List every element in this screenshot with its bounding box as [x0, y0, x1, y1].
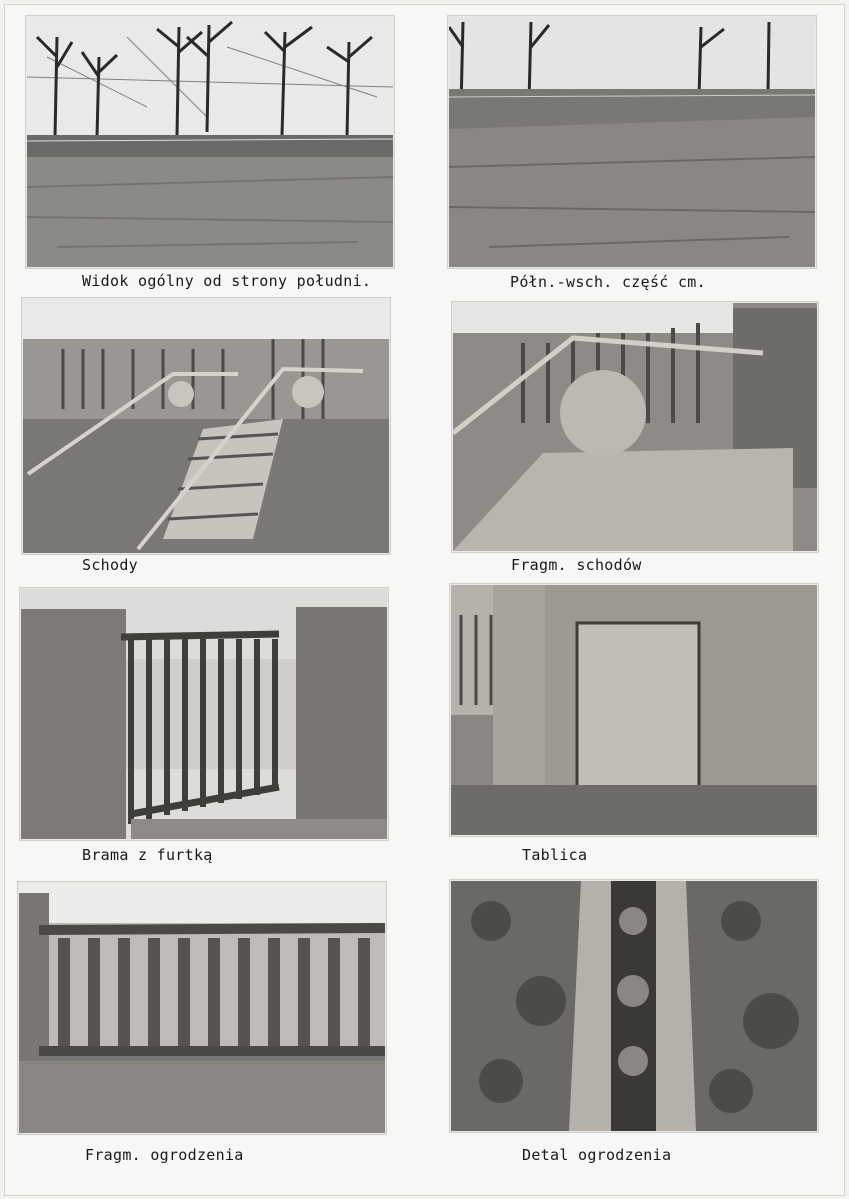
caption-stairs-fragment: Fragm. schodów	[511, 556, 642, 574]
caption-fence-fragment: Fragm. ogrodzenia	[85, 1146, 244, 1164]
caption-plaque: Tablica	[522, 846, 588, 864]
photo-general-view	[26, 16, 394, 268]
caption-general-view: Widok ogólny od strony południ.	[82, 272, 372, 290]
caption-stairs: Schody	[82, 556, 138, 574]
caption-gate-with-wicket: Brama z furtką	[82, 846, 213, 864]
photo-northeast-part	[448, 16, 816, 268]
photo-stairs	[22, 298, 390, 554]
caption-fence-detail: Detal ogrodzenia	[522, 1146, 672, 1164]
caption-northeast-part: Półn.-wsch. część cm.	[510, 273, 706, 291]
photo-plaque	[450, 584, 818, 836]
photo-fence-fragment	[18, 882, 386, 1134]
photo-gate-with-wicket	[20, 588, 388, 840]
photo-stairs-fragment	[452, 302, 818, 552]
photo-fence-detail	[450, 880, 818, 1132]
